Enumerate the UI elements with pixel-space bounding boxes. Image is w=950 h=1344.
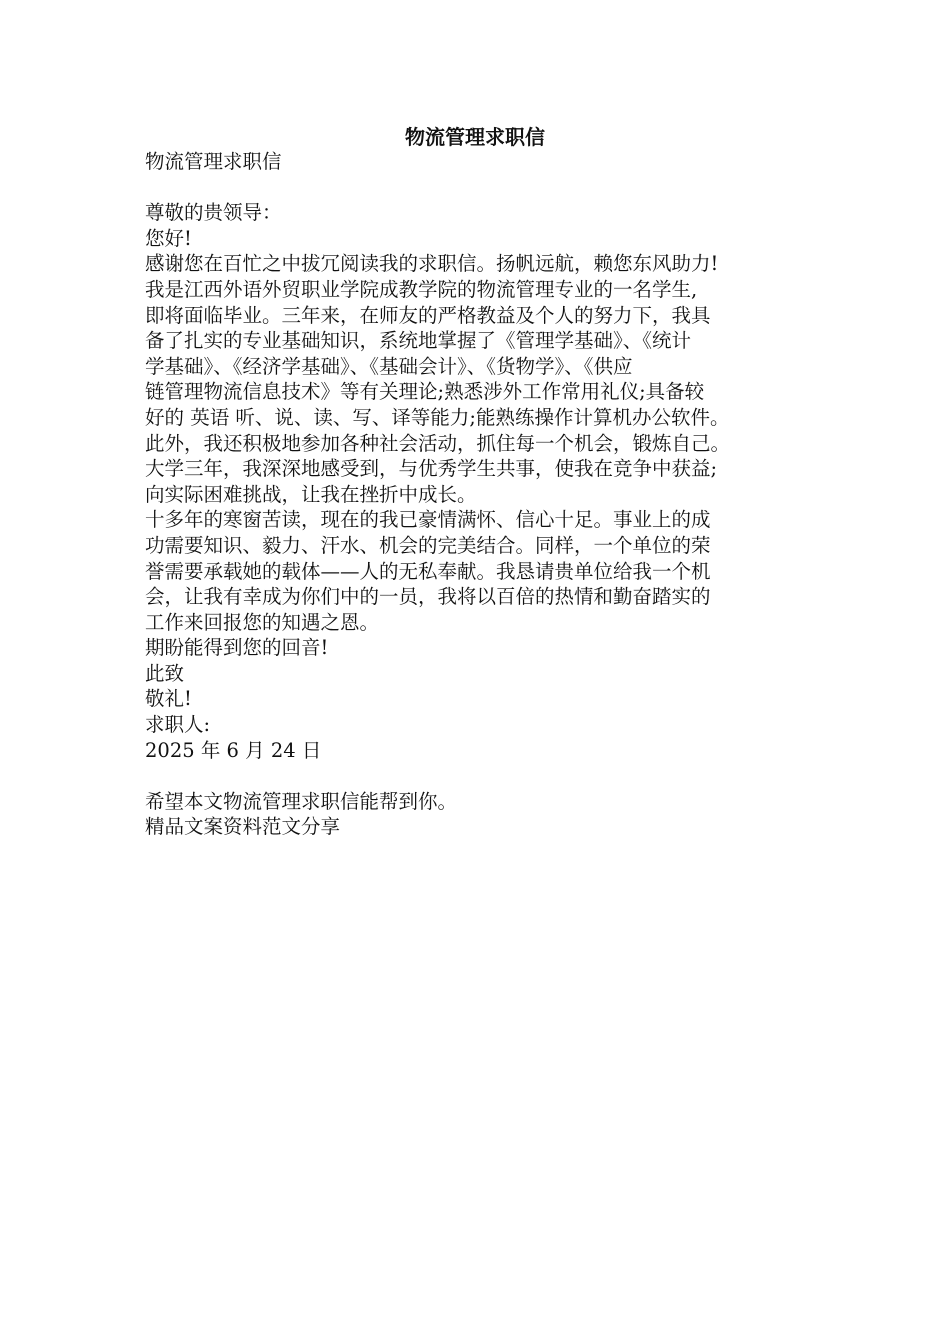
paragraph-line: 学基础》、《经济学基础》、《基础会计》、《货物学》、《供应 <box>145 354 633 378</box>
paragraph-line: 备了扎实的专业基础知识，系统地掌握了《管理学基础》、《统计 <box>145 329 692 353</box>
paragraph-line: 链管理物流信息技术》等有关理论;熟悉涉外工作常用礼仪;具备较 <box>145 380 705 404</box>
letter-body <box>145 149 845 840</box>
paragraph-line: 此外，我还积极地参加各种社会活动，抓住每一个机会，锻炼自己。 <box>145 431 731 455</box>
paragraph-line: 感谢您在百忙之中拔冗阅读我的求职信。扬帆远航，赖您东风助力! <box>145 252 719 276</box>
salutation: 尊敬的贵领导： <box>145 201 282 225</box>
document-title: 物流管理求职信 <box>405 125 545 149</box>
paragraph-line: 向实际困难挑战，让我在挫折中成长。 <box>145 482 477 506</box>
paragraph-line: 我是江西外语外贸职业学院成教学院的物流管理专业的一名学生, <box>145 277 698 301</box>
closing-salute-1: 此致 <box>145 661 185 685</box>
paragraph-intro <box>145 251 845 507</box>
greeting: 您好! <box>145 226 192 250</box>
paragraph-line: 大学三年，我深深地感受到，与优秀学生共事，使我在竞争中获益; <box>145 457 718 481</box>
paragraph-line: 工作来回报您的知遇之恩。 <box>145 610 380 634</box>
applicant-label: 求职人: <box>145 713 211 737</box>
letter-date: 2025 年 6 月 24 日 <box>145 738 322 762</box>
paragraph-line: 誉需要承载她的载体——人的无私奉献。我恳请贵单位给我一个机 <box>145 559 711 583</box>
paragraph-commitment <box>145 507 845 635</box>
closing-salute-2: 敬礼! <box>145 687 192 711</box>
letter-subtitle: 物流管理求职信 <box>145 150 282 173</box>
paragraph-line: 十多年的寒窗苦读，现在的我已豪情满怀、信心十足。事业上的成 <box>145 508 711 532</box>
paragraph-line: 会，让我有幸成为你们中的一员，我将以百倍的热情和勤奋踏实的 <box>145 585 711 609</box>
closing-hope: 期盼能得到您的回音! <box>145 636 329 660</box>
paragraph-line: 功需要知识、毅力、汗水、机会的完美结合。同样，一个单位的荣 <box>145 533 711 557</box>
footer-tagline: 精品文案资料范文分享 <box>145 815 341 839</box>
footer-note: 希望本文物流管理求职信能帮到你。 <box>145 789 458 813</box>
blank-line <box>145 175 845 201</box>
blank-line <box>145 763 845 789</box>
paragraph-line: 即将面临毕业。三年来，在师友的严格教益及个人的努力下，我具 <box>145 303 711 327</box>
paragraph-line: 好的 英语 听、说、读、写、译等能力;能熟练操作计算机办公软件。 <box>145 405 730 429</box>
